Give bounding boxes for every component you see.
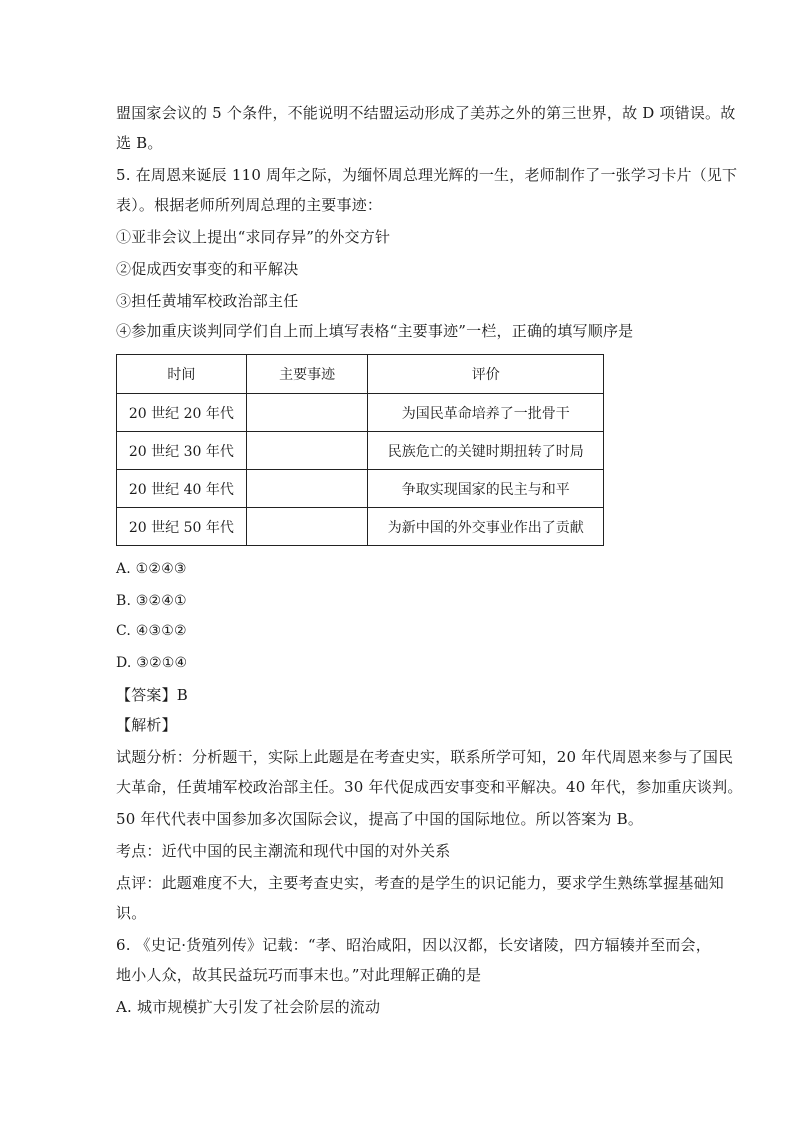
- q5-option-d: D. ③②①④: [116, 655, 188, 671]
- study-card-table: [116, 354, 604, 546]
- table-header-events: 主要事迹: [246, 355, 368, 394]
- q5-item-2: ②促成西安事变的和平解决: [116, 260, 299, 278]
- table-header-row: [117, 355, 604, 394]
- q5-stem-line-2: 表）。根据老师所列周总理的主要事迹：: [116, 196, 383, 214]
- table-cell-time: 20 世纪 30 年代: [117, 432, 247, 470]
- table-cell-time: 20 世纪 40 年代: [117, 470, 247, 508]
- q5-analysis-heading: 【解析】: [116, 716, 177, 734]
- table-cell-evaluation: 为新中国的外交事业作出了贡献: [368, 508, 604, 546]
- q6-stem-line-2: 地小人众，故其民益玩巧而事末也。”对此理解正确的是: [116, 966, 482, 984]
- q5-option-a: A. ①②④③: [116, 561, 187, 577]
- q5-item-4: ④参加重庆谈判同学们自上而上填写表格“主要事迹”一栏，正确的填写顺序是: [116, 322, 634, 340]
- q6-stem-line-1: 6. 《史记·货殖列传》记载：“孝、昭治咸阳，因以汉都，长安诸陵，四方辐辏并至而会，: [116, 936, 711, 954]
- table-row: [117, 508, 604, 546]
- q5-item-1: ①亚非会议上提出“求同存异”的外交方针: [116, 228, 391, 246]
- q5-analysis-line-1: 试题分析：分析题干，实际上此题是在考查史实，联系所学可知，20 年代周恩来参与了国民: [116, 748, 734, 766]
- q5-option-b: B. ③②④①: [116, 593, 187, 609]
- q5-dianping-line-1: 点评：此题难度不大，主要考查史实，考查的是学生的识记能力，要求学生熟练掌握基础知: [116, 874, 725, 892]
- table-row: [117, 470, 604, 508]
- q5-kaodian: 考点：近代中国的民主潮流和现代中国的对外关系: [116, 842, 451, 860]
- table-cell-events: [246, 470, 368, 508]
- q5-dianping-line-2: 识。: [116, 904, 147, 922]
- table-cell-evaluation: 争取实现国家的民主与和平: [368, 470, 604, 508]
- q6-option-a: A. 城市规模扩大引发了社会阶层的流动: [116, 998, 381, 1016]
- table-header-evaluation: 评价: [368, 355, 604, 394]
- intro-line-1: 盟国家会议的 5 个条件，不能说明不结盟运动形成了美苏之外的第三世界，故 D 项错误。故: [116, 104, 736, 122]
- table-header-time: 时间: [117, 355, 247, 394]
- table-cell-events: [246, 432, 368, 470]
- table-row: [117, 432, 604, 470]
- q5-stem-line-1: 5. 在周恩来诞辰 110 周年之际，为缅怀周总理光辉的一生，老师制作了一张学习卡片（见下: [116, 166, 738, 184]
- q5-item-3: ③担任黄埔军校政治部主任: [116, 292, 299, 310]
- table-cell-time: 20 世纪 20 年代: [117, 394, 247, 432]
- q5-option-c: C. ④③①②: [116, 623, 187, 639]
- intro-line-2: 选 B。: [116, 134, 163, 152]
- table-cell-evaluation: 为国民革命培养了一批骨干: [368, 394, 604, 432]
- table-cell-events: [246, 394, 368, 432]
- q5-analysis-line-2: 大革命，任黄埔军校政治部主任。30 年代促成西安事变和平解决。40 年代，参加重庆谈判。: [116, 778, 743, 796]
- table-row: [117, 394, 604, 432]
- table-cell-events: [246, 508, 368, 546]
- table-cell-time: 20 世纪 50 年代: [117, 508, 247, 546]
- table-cell-evaluation: 民族危亡的关键时期扭转了时局: [368, 432, 604, 470]
- q5-answer: 【答案】B: [116, 686, 189, 704]
- q5-analysis-line-3: 50 年代代表中国参加多次国际会议，提高了中国的国际地位。所以答案为 B。: [116, 810, 644, 828]
